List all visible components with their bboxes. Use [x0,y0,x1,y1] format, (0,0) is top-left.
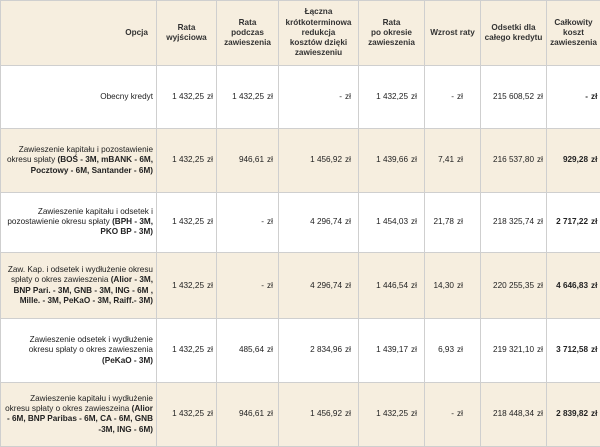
total-interest-cell [481,382,547,446]
cell-value: 1 432,25 [172,409,204,419]
header-row [1,1,600,66]
cell-value: 1 432,25 [172,217,204,227]
cell-value: 220 255,35 [493,280,534,290]
header-installment-during-suspension: Rata podczas zawieszenia [217,1,279,66]
cell-value: - [261,280,264,290]
option-label: Zawieszenie kapitału i wydłużenie okresu spłaty o okres zawieszeina [5,393,153,414]
cell-value: 219 321,10 [493,345,534,355]
total-cost-cell [547,319,600,382]
cell-value: 2 717,22 [556,217,588,227]
installment-after-cell [359,319,425,382]
header-installment-increase: Wzrost raty [425,1,481,66]
option-cell [1,129,157,192]
currency-unit: zł [345,155,351,165]
currency-unit: zł [207,217,213,227]
currency-unit: zł [591,409,598,419]
increase-cell [425,319,481,382]
currency-unit: zł [537,217,543,227]
currency-unit: zł [457,409,463,419]
header-total-suspension-cost: Całkowity koszt zawieszenia [547,1,600,66]
cell-value: 4 296,74 [310,280,342,290]
header-total-interest: Odsetki dla całego kredytu [481,1,547,66]
currency-unit: zł [591,155,598,165]
cell-value: 1 439,17 [376,345,408,355]
installment-after-cell [359,252,425,318]
cost-reduction-cell [279,129,359,192]
currency-unit: zł [267,155,273,165]
total-cost-cell [547,382,600,446]
cell-value: 1 432,25 [376,92,408,102]
cell-value: 929,28 [562,155,588,165]
option-label: Zawieszenie kapitału i odsetek i pozostawienie okresu spłaty [7,206,153,227]
cell-value: 2 834,96 [310,345,342,355]
option-label: Zaw. Kap. i odsetek i wydłużenie okresu spłaty o okres zawieszenia [7,265,153,285]
header-initial-installment: Rata wyjściowa [157,1,217,66]
total-cost-cell [547,66,600,129]
currency-unit: zł [267,345,273,355]
option-cell [1,192,157,252]
table-row [1,129,600,192]
installment-during-cell [217,129,279,192]
installment-during-cell [217,382,279,446]
cell-value: 218 448,34 [493,409,534,419]
currency-unit: zł [207,92,213,102]
currency-unit: zł [457,217,463,227]
option-banks: (BPH - 3M, PKO BP - 3M) [100,217,153,237]
currency-unit: zł [345,280,351,290]
cost-reduction-cell [279,319,359,382]
currency-unit: zł [207,345,213,355]
currency-unit: zł [457,92,463,102]
cell-value: 1 439,66 [376,155,408,165]
cell-value: 21,78 [433,217,454,227]
initial-installment-cell [157,192,217,252]
initial-installment-cell [157,319,217,382]
installment-during-cell [217,319,279,382]
currency-unit: zł [345,409,351,419]
option-banks: (PeKaO - 3M) [102,355,153,365]
table-row [1,66,600,129]
cost-reduction-cell [279,192,359,252]
table-row [1,319,600,382]
currency-unit: zł [591,217,598,227]
cell-value: 1 432,25 [376,409,408,419]
cost-reduction-cell [279,252,359,318]
cell-value: 7,41 [438,155,454,165]
currency-unit: zł [411,217,417,227]
currency-unit: zł [457,280,463,290]
cell-value: 1 446,54 [376,280,408,290]
increase-cell [425,129,481,192]
option-label: Obecny kredyt [100,92,153,102]
cell-value: - [339,92,342,102]
cell-value: 216 537,80 [493,155,534,165]
total-cost-cell [547,252,600,318]
option-cell [1,382,157,446]
installment-after-cell [359,129,425,192]
header-installment-after-suspension: Rata po okresie zawieszenia [359,1,425,66]
installment-during-cell [217,252,279,318]
cell-value: - [585,92,588,102]
currency-unit: zł [207,280,213,290]
cell-value: 4 296,74 [310,217,342,227]
header-short-term-cost-reduction: Łączna krótkoterminowa redukcja kosztów dzięki zawieszeniu [279,1,359,66]
cell-value: 2 839,82 [556,409,588,419]
cell-value: 1 432,25 [172,155,204,165]
installment-during-cell [217,66,279,129]
initial-installment-cell [157,382,217,446]
currency-unit: zł [267,280,273,290]
increase-cell [425,192,481,252]
currency-unit: zł [591,280,598,290]
currency-unit: zł [457,155,463,165]
option-cell [1,319,157,382]
table-row [1,252,600,318]
initial-installment-cell [157,252,217,318]
cell-value: 1 432,25 [172,92,204,102]
cell-value: 1 456,92 [310,409,342,419]
option-banks: (Alior - 3M, BNP Pari. - 3M, GNB - 3M, ING - 6M , Mille. - 3M, PeKaO - 3M, Raiff.- 3M) [13,275,153,305]
installment-after-cell [359,382,425,446]
cell-value: 1 456,92 [310,155,342,165]
currency-unit: zł [591,92,598,102]
total-interest-cell [481,66,547,129]
option-banks: (BOŚ - 3M, mBANK - 6M, Pocztowy - 6M, Santander - 6M) [30,155,153,175]
currency-unit: zł [537,280,543,290]
table-row [1,192,600,252]
cell-value: 1 432,25 [172,280,204,290]
cell-value: 946,61 [238,409,264,419]
total-interest-cell [481,252,547,318]
currency-unit: zł [591,345,598,355]
installment-after-cell [359,192,425,252]
currency-unit: zł [537,409,543,419]
total-interest-cell [481,192,547,252]
currency-unit: zł [345,92,351,102]
currency-unit: zł [411,280,417,290]
currency-unit: zł [537,92,543,102]
currency-unit: zł [411,345,417,355]
total-interest-cell [481,129,547,192]
cell-value: 1 454,03 [376,217,408,227]
currency-unit: zł [537,155,543,165]
currency-unit: zł [267,217,273,227]
cell-value: 6,93 [438,345,454,355]
increase-cell [425,66,481,129]
total-cost-cell [547,129,600,192]
cell-value: 14,30 [433,280,454,290]
currency-unit: zł [411,409,417,419]
cell-value: 1 432,25 [172,345,204,355]
cost-reduction-cell [279,66,359,129]
cell-value: 946,61 [238,155,264,165]
total-interest-cell [481,319,547,382]
cell-value: 218 325,74 [493,217,534,227]
option-cell [1,252,157,318]
currency-unit: zł [207,409,213,419]
increase-cell [425,252,481,318]
cell-value: 1 432,25 [232,92,264,102]
initial-installment-cell [157,129,217,192]
total-cost-cell [547,192,600,252]
installment-after-cell [359,66,425,129]
currency-unit: zł [345,345,351,355]
cost-reduction-cell [279,382,359,446]
currency-unit: zł [537,345,543,355]
option-label: Zawieszenie odsetek i wydłużenie okresu spłaty o okres zawieszenia [28,335,153,355]
option-cell [1,66,157,129]
currency-unit: zł [457,345,463,355]
currency-unit: zł [207,155,213,165]
increase-cell [425,382,481,446]
cell-value: - [451,92,454,102]
installment-during-cell [217,192,279,252]
header-option: Opcja [1,1,157,66]
cell-value: - [261,217,264,227]
cell-value: 4 646,83 [556,280,588,290]
option-label: Zawieszenie kapitału i pozostawienie okresu spłaty [6,145,153,165]
cell-value: 485,64 [238,345,264,355]
initial-installment-cell [157,66,217,129]
cell-value: 215 608,52 [493,92,534,102]
cell-value: 3 712,58 [556,345,588,355]
currency-unit: zł [345,217,351,227]
currency-unit: zł [267,409,273,419]
currency-unit: zł [411,92,417,102]
table-row [1,382,600,446]
option-banks: (Alior - 6M, BNP Paribas - 6M, CA - 6M, GNB -3M, ING - 6M) [6,404,153,434]
currency-unit: zł [411,155,417,165]
cell-value: - [451,409,454,419]
currency-unit: zł [267,92,273,102]
